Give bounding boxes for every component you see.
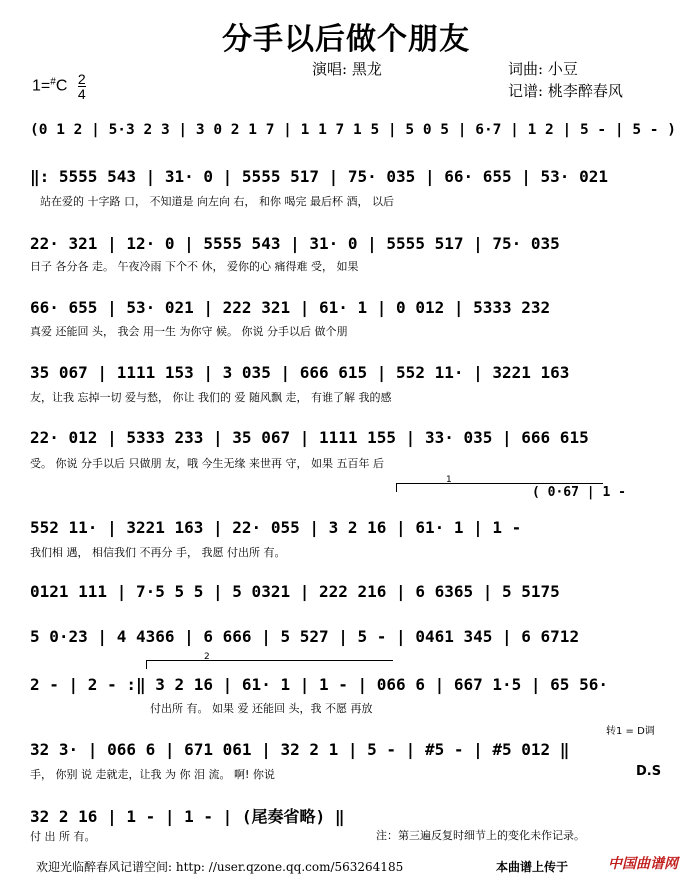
- score-line-10-lyrics: 付出所 有。 如果 爱 还能回 头，我 不愿 再放: [150, 702, 373, 715]
- composer-credit: 词曲: 小豆: [508, 60, 578, 78]
- score-line-6-lyrics: 受。 你说 分手以后 只做朋 友，哦 今生无缘 来世再 守， 如果 五百年 后: [30, 457, 384, 470]
- page-title: 分手以后做个朋友: [222, 22, 470, 57]
- score-line-2-lyrics: 站在爱的 十字路 口， 不知道是 向左向 右， 和你 喝完 最后杯 酒， 以后: [40, 195, 394, 208]
- score-line-11-notes: 32 3· | 066 6 | 671 061 | 32 2 1 | 5 - | #5 - | #5 012 ‖: [30, 740, 570, 759]
- footer-link-text: 欢迎光临醉春风记谱空间: http: //user.qzone.qq.com/563264185: [36, 860, 404, 874]
- score-line-1-notes: (0 1 2 | 5·3 2 3 | 3 0 2 1 7 | 1 1 7 1 5 | 5 0 5 | 6·7 | 1 2 | 5 - | 5 - ): [30, 122, 677, 138]
- score-line-4-lyrics: 真爱 还能回 头， 我会 用一生 为你守 候。 你说 分手以后 做个朋: [30, 325, 348, 338]
- volta-2-number: 2: [204, 652, 210, 662]
- score-line-10-notes: 2 - | 2 - :‖ 3 2 16 | 61· 1 | 1 - | 066 6 | 667 1·5 | 65 56·: [30, 675, 608, 694]
- singer-credit: 演唱: 黑龙: [312, 60, 382, 78]
- time-bottom: 4: [77, 86, 86, 102]
- key-note: C: [55, 77, 68, 95]
- score-line-6-notes: 22· 012 | 5333 233 | 35 067 | 1111 155 | 33· 035 | 666 615: [30, 428, 589, 447]
- score-line-2-notes: ‖: 5555 543 | 31· 0 | 5555 517 | 75· 035 | 66· 655 | 53· 021: [30, 167, 608, 186]
- score-line-4-notes: 66· 655 | 53· 021 | 222 321 | 61· 1 | 0 012 | 5333 232: [30, 298, 551, 317]
- score-line-7-lyrics: 我们相 遇， 相信我们 不再分 手， 我愿 付出所 有。: [30, 546, 286, 559]
- upload-label: 本曲谱上传于: [496, 860, 569, 874]
- key-sharp: #: [50, 76, 56, 88]
- site-logo: 中国曲谱网: [608, 856, 678, 872]
- volta-2-bracket: [146, 660, 393, 669]
- time-top: 2: [77, 71, 86, 87]
- score-line-8-notes: 0121 111 | 7·5 5 5 | 5 0321 | 222 216 | 6 6365 | 5 5175: [30, 582, 560, 601]
- volta-1-number: 1: [446, 475, 452, 485]
- score-line-12-notes: 32 2 16 | 1 - | 1 - | (尾奏省略) ‖: [30, 807, 345, 826]
- time-signature: [78, 72, 86, 101]
- score-line-12-lyrics: 付 出 所 有。: [30, 830, 96, 843]
- score-line-5-lyrics: 友，让我 忘掉一切 爱与愁， 你让 我们的 爱 随风飘 走， 有谁了解 我的感: [30, 391, 392, 404]
- transcription-note: 注：第三遍反复时细节上的变化未作记录。: [376, 829, 585, 842]
- key-signature: [32, 72, 86, 101]
- transpose-mark: 转1 = D调: [606, 726, 655, 737]
- score-line-9-notes: 5 0·23 | 4 4366 | 6 666 | 5 527 | 5 - | 0461 345 | 6 6712: [30, 627, 580, 646]
- transcriber-credit: 记谱: 桃李醉春风: [508, 82, 623, 100]
- score-line-5-notes: 35 067 | 1111 153 | 3 035 | 666 615 | 552 11· | 3221 163: [30, 363, 570, 382]
- score-line-3-notes: 22· 321 | 12· 0 | 5555 543 | 31· 0 | 5555 517 | 75· 035: [30, 234, 560, 253]
- score-line-11-lyrics: 手， 你别 说 走就走，让我 为 你 泪 流。 啊! 你说: [30, 768, 275, 781]
- ds-mark: D.S: [636, 764, 662, 779]
- intro-tail-notes: ( 0·67 | 1 -: [532, 485, 626, 500]
- score-line-7-notes: 552 11· | 3221 163 | 22· 055 | 3 2 16 | 61· 1 | 1 -: [30, 518, 522, 537]
- key-prefix: 1=: [32, 77, 51, 95]
- score-line-3-lyrics: 日子 各分各 走。 午夜冷雨 下个不 休， 爱你的心 痛得难 受， 如果: [30, 260, 359, 273]
